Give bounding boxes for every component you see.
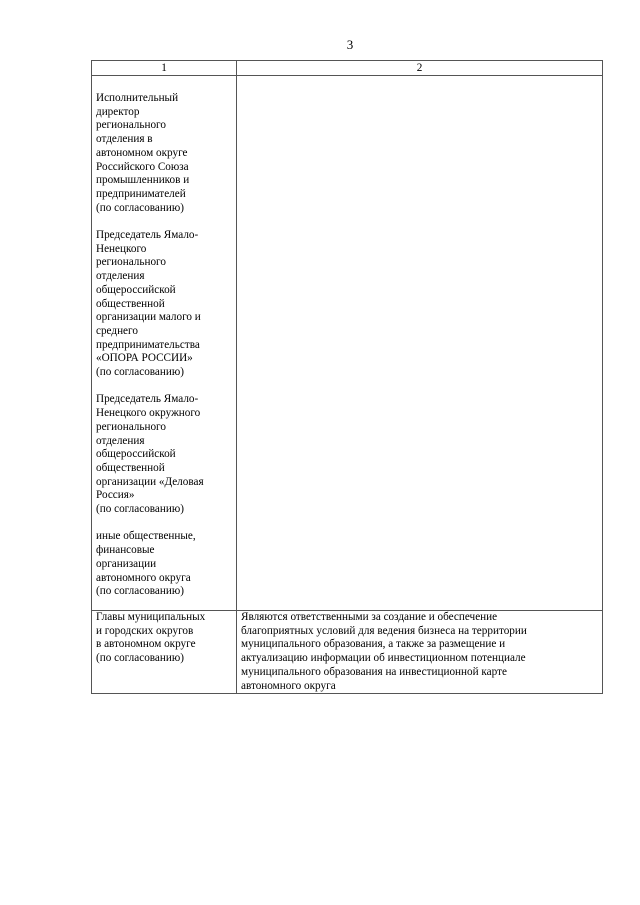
text-line: отделения: [96, 270, 145, 283]
responsibility-cell-empty: [237, 76, 603, 611]
table-header-row: [92, 61, 603, 76]
text-line: автономном округе: [96, 146, 188, 159]
text-line: общероссийской: [96, 283, 176, 296]
responsibility-cell: [237, 611, 603, 694]
text-line: общественной: [96, 297, 165, 310]
text-line: Председатель Ямало-: [96, 393, 199, 406]
text-line: Российского Союза: [96, 160, 189, 173]
column-header-2: 2: [237, 61, 603, 76]
text-line: общероссийской: [96, 448, 176, 461]
text-line: муниципального образования на инвестиционной карте: [241, 665, 507, 678]
participants-cell: [92, 611, 237, 694]
table-row: [92, 76, 603, 611]
text-line: предпринимателей: [96, 187, 186, 200]
text-line: организации: [96, 557, 157, 570]
text-line: организации «Деловая: [96, 475, 204, 488]
text-line: (по согласованию): [96, 652, 184, 665]
participant-opora-rossii: [96, 229, 232, 380]
text-line: организации малого и: [96, 311, 201, 324]
text-line: в автономном округе: [96, 638, 196, 651]
text-line: директор: [96, 105, 140, 118]
text-line: регионального: [96, 420, 166, 433]
text-line: (по согласованию): [96, 366, 184, 379]
participant-other-organizations: [96, 530, 232, 599]
participants-cell: [92, 76, 237, 611]
text-line: (по согласованию): [96, 201, 184, 214]
text-line: промышленников и: [96, 174, 190, 187]
text-line: Являются ответственными за создание и обеспечение: [241, 611, 498, 623]
text-line: Главы муниципальных: [96, 611, 206, 623]
participant-delovaya-rossiya: [96, 393, 232, 516]
participant-rspp: [96, 92, 232, 215]
text-line: (по согласованию): [96, 585, 184, 598]
text-line: актуализацию информации об инвестиционном потенциале: [241, 652, 526, 665]
participant-municipal-heads: [96, 611, 232, 666]
text-line: (по согласованию): [96, 503, 184, 516]
text-line: Россия»: [96, 489, 135, 502]
text-line: иные общественные,: [96, 530, 196, 543]
text-line: финансовые: [96, 544, 155, 557]
text-line: отделения в: [96, 133, 153, 146]
responsibility-table: [91, 60, 603, 694]
text-line: «ОПОРА РОССИИ»: [96, 352, 193, 365]
text-line: Исполнительный: [96, 92, 179, 104]
text-line: благоприятных условий для ведения бизнеса на территории: [241, 624, 527, 637]
text-line: регионального: [96, 119, 166, 132]
text-line: регионального: [96, 256, 166, 269]
page-number: 3: [346, 37, 354, 52]
text-line: Ненецкого окружного: [96, 407, 201, 420]
text-line: среднего: [96, 324, 138, 337]
text-line: Председатель Ямало-: [96, 229, 199, 242]
text-line: предпринимательства: [96, 338, 200, 351]
text-line: общественной: [96, 461, 165, 474]
column-header-1: 1: [92, 61, 237, 76]
text-line: отделения: [96, 434, 145, 447]
text-line: муниципального образования, а также за размещение и: [241, 638, 506, 651]
text-line: автономного округа: [96, 571, 191, 584]
table-row: [92, 611, 603, 694]
text-line: Ненецкого: [96, 242, 147, 255]
text-line: и городских округов: [96, 624, 194, 637]
text-line: автономного округа: [241, 679, 336, 692]
